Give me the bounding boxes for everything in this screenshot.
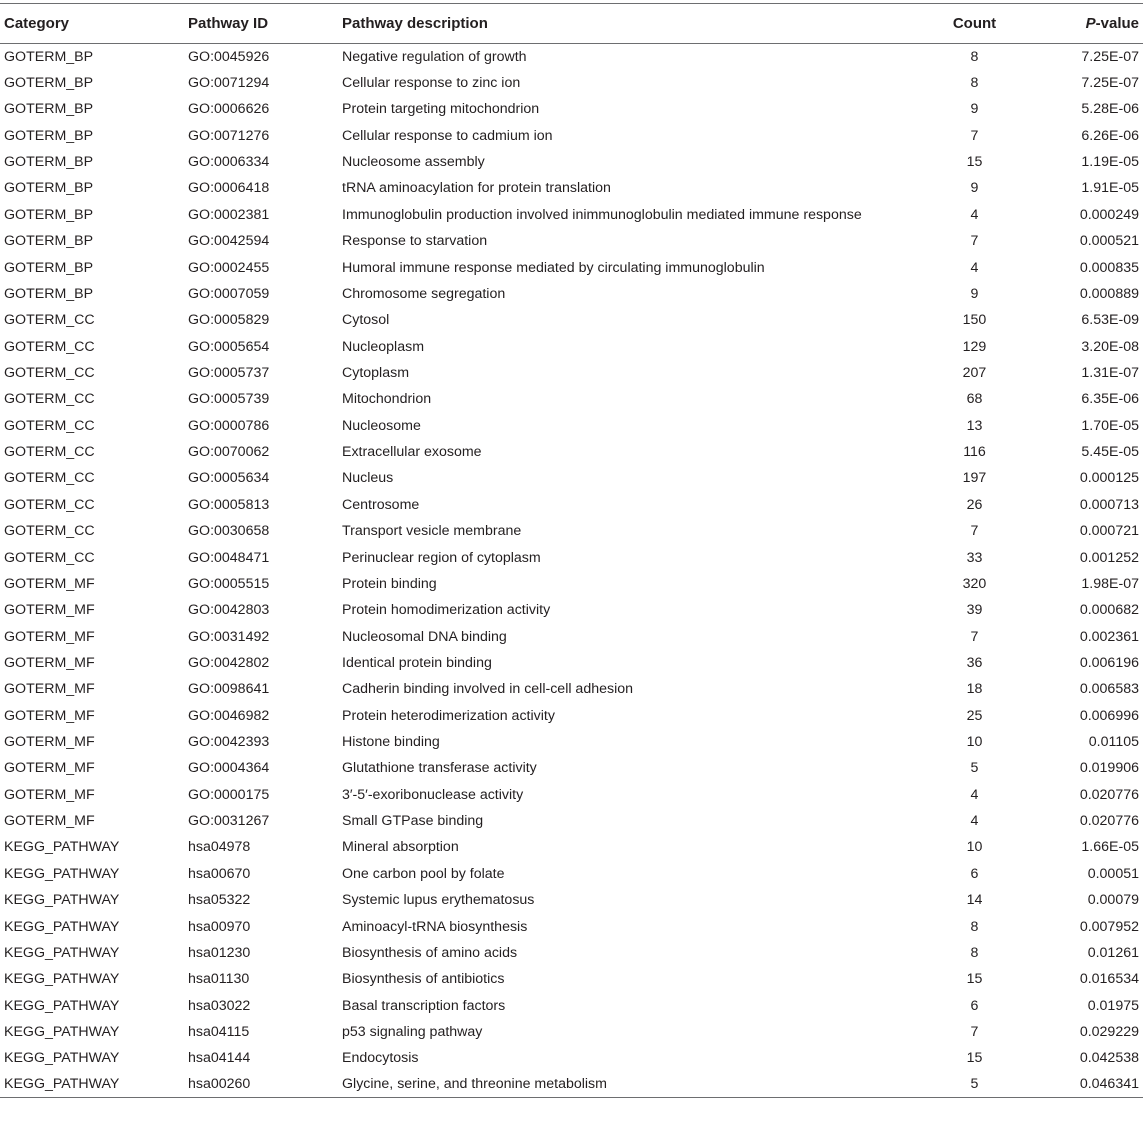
header-pvalue-suffix: -value [1095, 15, 1139, 32]
table-row [0, 940, 1143, 966]
cell-count: 13 [966, 417, 983, 434]
cell-count: 129 [962, 338, 987, 355]
cell-count: 18 [966, 681, 983, 698]
cell-pathway-id: GO:0071276 [188, 127, 270, 144]
table-row [0, 861, 1143, 887]
cell-category: GOTERM_BP [4, 180, 94, 197]
cell-description: Nucleosomal DNA binding [342, 628, 507, 645]
cell-category: GOTERM_BP [4, 154, 94, 171]
cell-count: 8 [970, 48, 979, 65]
cell-description: p53 signaling pathway [342, 1023, 483, 1040]
cell-pathway-id: GO:0005654 [188, 338, 270, 355]
table-row [0, 1072, 1143, 1098]
cell-description: One carbon pool by folate [342, 865, 505, 882]
cell-pathway-id: hsa04978 [188, 839, 251, 856]
cell-count: 6 [970, 997, 979, 1014]
cell-description: Mitochondrion [342, 391, 432, 408]
cell-pvalue: 7.25E-07 [1081, 75, 1139, 92]
header-category: Category [0, 4, 188, 44]
cell-category: GOTERM_CC [4, 444, 95, 461]
cell-count: 15 [966, 154, 983, 171]
cell-description: 3′-5′-exoribonuclease activity [342, 786, 524, 803]
cell-description: Mineral absorption [342, 839, 459, 856]
cell-pathway-id: hsa04144 [188, 1050, 251, 1067]
cell-pvalue: 0.01261 [1087, 944, 1139, 961]
cell-pathway-id: GO:0000786 [188, 417, 270, 434]
cell-category: GOTERM_CC [4, 312, 95, 329]
cell-count: 15 [966, 971, 983, 988]
cell-pathway-id: GO:0046982 [188, 707, 270, 724]
cell-count: 15 [966, 1050, 983, 1067]
cell-pathway-id: GO:0031267 [188, 813, 270, 830]
table-row [0, 676, 1143, 702]
cell-category: GOTERM_CC [4, 523, 95, 540]
cell-category: KEGG_PATHWAY [4, 997, 120, 1014]
cell-count: 10 [966, 839, 983, 856]
cell-pathway-id: hsa00970 [188, 918, 251, 935]
cell-pathway-id: hsa03022 [188, 997, 251, 1014]
cell-description: Identical protein binding [342, 654, 492, 671]
cell-description: Nucleosome [342, 417, 421, 434]
cell-count: 197 [962, 470, 987, 487]
cell-pathway-id: GO:0005829 [188, 312, 270, 329]
cell-description: Transport vesicle membrane [342, 523, 522, 540]
table-row [0, 228, 1143, 254]
cell-category: KEGG_PATHWAY [4, 944, 120, 961]
cell-pathway-id: GO:0007059 [188, 285, 270, 302]
cell-description: Basal transcription factors [342, 997, 506, 1014]
cell-pathway-id: GO:0005813 [188, 496, 270, 513]
table-row [0, 360, 1143, 386]
cell-description: Glutathione transferase activity [342, 760, 537, 777]
cell-count: 7 [970, 628, 979, 645]
cell-description: Histone binding [342, 734, 440, 751]
cell-pvalue: 0.002361 [1079, 628, 1139, 645]
cell-category: KEGG_PATHWAY [4, 865, 120, 882]
cell-pathway-id: GO:0005634 [188, 470, 270, 487]
cell-pathway-id: GO:0006418 [188, 180, 270, 197]
cell-pvalue: 6.26E-06 [1081, 127, 1139, 144]
cell-count: 8 [970, 944, 979, 961]
cell-description: Glycine, serine, and threonine metabolism [342, 1072, 907, 1098]
cell-pathway-id: GO:0042594 [188, 233, 270, 250]
table-row [0, 597, 1143, 623]
cell-count: 7 [970, 233, 979, 250]
cell-category: GOTERM_MF [4, 681, 95, 698]
cell-pathway-id: GO:0042802 [188, 654, 270, 671]
cell-category: GOTERM_MF [4, 628, 95, 645]
table-row [0, 44, 1143, 70]
cell-category: KEGG_PATHWAY [0, 1072, 188, 1098]
cell-description: Cadherin binding involved in cell-cell adhesion [342, 681, 634, 698]
cell-description: Extracellular exosome [342, 444, 482, 461]
cell-category: KEGG_PATHWAY [4, 971, 120, 988]
table-row [0, 254, 1143, 280]
cell-category: GOTERM_BP [4, 285, 94, 302]
cell-description: Negative regulation of growth [342, 48, 527, 65]
cell-pvalue: 0.000835 [1079, 259, 1139, 276]
cell-category: GOTERM_CC [4, 364, 95, 381]
cell-count: 320 [962, 575, 987, 592]
cell-count: 207 [962, 364, 987, 381]
cell-pvalue: 0.01975 [1087, 997, 1139, 1014]
cell-description: Aminoacyl-tRNA biosynthesis [342, 918, 528, 935]
cell-description: Systemic lupus erythematosus [342, 892, 535, 909]
cell-description: Cytosol [342, 312, 390, 329]
cell-category: KEGG_PATHWAY [4, 1023, 120, 1040]
cell-pathway-id: GO:0030658 [188, 523, 270, 540]
cell-category: GOTERM_BP [4, 206, 94, 223]
table-row [0, 623, 1143, 649]
cell-pvalue: 0.046341 [1042, 1072, 1143, 1098]
table-row [0, 518, 1143, 544]
cell-category: GOTERM_CC [4, 417, 95, 434]
table-row [0, 808, 1143, 834]
table-row [0, 1045, 1143, 1071]
table-row [0, 834, 1143, 860]
cell-pathway-id: GO:0048471 [188, 549, 270, 566]
cell-category: GOTERM_BP [4, 75, 94, 92]
header-row [0, 4, 1143, 44]
cell-count: 9 [970, 285, 979, 302]
header-description: Pathway description [342, 4, 907, 44]
cell-pvalue: 6.35E-06 [1081, 391, 1139, 408]
cell-pathway-id: GO:0042803 [188, 602, 270, 619]
cell-count: 4 [970, 786, 979, 803]
cell-pvalue: 0.000713 [1079, 496, 1139, 513]
cell-count: 39 [966, 602, 983, 619]
pathway-enrichment-table [0, 3, 1143, 1098]
cell-pvalue: 0.001252 [1079, 549, 1139, 566]
cell-pathway-id: GO:0005739 [188, 391, 270, 408]
cell-pvalue: 0.007952 [1079, 918, 1139, 935]
cell-category: GOTERM_CC [4, 496, 95, 513]
cell-category: GOTERM_MF [4, 654, 95, 671]
cell-description: Centrosome [342, 496, 420, 513]
cell-count: 8 [970, 75, 979, 92]
cell-pathway-id: GO:0070062 [188, 444, 270, 461]
cell-count: 5 [970, 760, 979, 777]
cell-description: Humoral immune response mediated by circulating immunoglobulin [342, 259, 765, 276]
table-row [0, 413, 1143, 439]
cell-pathway-id: GO:0006626 [188, 101, 270, 118]
cell-description: Response to starvation [342, 233, 488, 250]
cell-description: Perinuclear region of cytoplasm [342, 549, 541, 566]
header-pvalue [1042, 4, 1143, 44]
cell-pvalue: 7.25E-07 [1081, 48, 1139, 65]
cell-pathway-id: GO:0002381 [188, 206, 270, 223]
table-row [0, 992, 1143, 1018]
cell-pathway-id: hsa01130 [188, 971, 250, 988]
cell-category: KEGG_PATHWAY [4, 839, 120, 856]
cell-description: Protein homodimerization activity [342, 602, 551, 619]
table-row [0, 465, 1143, 491]
cell-category: GOTERM_BP [4, 233, 94, 250]
cell-description: Protein binding [342, 575, 437, 592]
cell-count: 4 [970, 206, 979, 223]
table-row [0, 386, 1143, 412]
cell-pvalue: 3.20E-08 [1081, 338, 1139, 355]
cell-description: Nucleoplasm [342, 338, 425, 355]
cell-count: 5 [907, 1072, 1042, 1098]
cell-count: 8 [970, 918, 979, 935]
cell-pvalue: 0.020776 [1079, 813, 1139, 830]
table-row [0, 96, 1143, 122]
header-pathway-id: Pathway ID [188, 4, 342, 44]
table-row [0, 782, 1143, 808]
cell-pvalue: 1.70E-05 [1081, 417, 1139, 434]
cell-pvalue: 0.000521 [1079, 233, 1139, 250]
cell-count: 68 [966, 391, 983, 408]
cell-pvalue: 5.45E-05 [1081, 444, 1139, 461]
cell-pathway-id: hsa00670 [188, 865, 251, 882]
cell-pvalue: 0.000125 [1079, 470, 1139, 487]
cell-pvalue: 0.020776 [1079, 786, 1139, 803]
table-row [0, 492, 1143, 518]
cell-description: tRNA aminoacylation for protein translation [342, 180, 611, 197]
cell-pathway-id: hsa00260 [188, 1072, 342, 1098]
cell-pvalue: 0.016534 [1079, 971, 1139, 988]
cell-pvalue: 0.000721 [1079, 523, 1139, 540]
cell-pvalue: 0.006196 [1079, 654, 1139, 671]
cell-pathway-id: GO:0000175 [188, 786, 270, 803]
cell-count: 25 [966, 707, 983, 724]
cell-pvalue: 0.00079 [1087, 892, 1139, 909]
table-row [0, 571, 1143, 597]
cell-description: Cytoplasm [342, 364, 410, 381]
table-row [0, 123, 1143, 149]
cell-pathway-id: hsa04115 [188, 1023, 250, 1040]
table-row [0, 729, 1143, 755]
cell-count: 10 [966, 734, 983, 751]
cell-category: GOTERM_MF [4, 760, 95, 777]
cell-description: Immunoglobulin production involved inimmunoglobulin mediated immune response [342, 206, 862, 223]
cell-description: Cellular response to cadmium ion [342, 127, 553, 144]
cell-category: GOTERM_CC [4, 338, 95, 355]
cell-category: GOTERM_CC [4, 391, 95, 408]
table-row [0, 913, 1143, 939]
cell-count: 9 [970, 101, 979, 118]
table-row [0, 175, 1143, 201]
cell-pvalue: 0.000249 [1079, 206, 1139, 223]
cell-count: 7 [970, 523, 979, 540]
table-header [0, 4, 1143, 44]
cell-pvalue: 0.000682 [1079, 602, 1139, 619]
cell-pvalue: 1.91E-05 [1081, 180, 1139, 197]
cell-category: KEGG_PATHWAY [4, 892, 120, 909]
enrichment-table-container [0, 3, 1143, 1098]
cell-count: 9 [970, 180, 979, 197]
cell-pathway-id: GO:0006334 [188, 154, 270, 171]
cell-pvalue: 0.029229 [1079, 1023, 1139, 1040]
cell-pvalue: 0.042538 [1079, 1050, 1139, 1067]
cell-description: Endocytosis [342, 1050, 419, 1067]
cell-category: GOTERM_MF [4, 575, 95, 592]
cell-pvalue: 1.31E-07 [1081, 364, 1139, 381]
cell-category: GOTERM_BP [4, 259, 94, 276]
cell-description: Protein targeting mitochondrion [342, 101, 540, 118]
table-row [0, 650, 1143, 676]
table-row [0, 544, 1143, 570]
cell-count: 6 [970, 865, 979, 882]
cell-pvalue: 5.28E-06 [1081, 101, 1139, 118]
cell-count: 116 [963, 444, 986, 461]
cell-category: GOTERM_BP [4, 127, 94, 144]
cell-count: 26 [966, 496, 983, 513]
cell-count: 36 [966, 654, 983, 671]
cell-description: Cellular response to zinc ion [342, 75, 521, 92]
table-row [0, 966, 1143, 992]
cell-pvalue: 0.01105 [1088, 734, 1139, 751]
cell-count: 4 [970, 259, 979, 276]
cell-pvalue: 0.006996 [1079, 707, 1139, 724]
header-count: Count [907, 4, 1042, 44]
cell-pathway-id: GO:0004364 [188, 760, 270, 777]
cell-category: GOTERM_MF [4, 602, 95, 619]
cell-description: Nucleosome assembly [342, 154, 485, 171]
cell-description: Nucleus [342, 470, 394, 487]
cell-pvalue: 0.000889 [1079, 285, 1139, 302]
cell-pvalue: 6.53E-09 [1081, 312, 1139, 329]
header-pvalue-p: P [1085, 15, 1096, 32]
cell-count: 14 [966, 892, 983, 909]
cell-category: KEGG_PATHWAY [4, 1050, 120, 1067]
cell-count: 7 [970, 127, 979, 144]
table-row [0, 887, 1143, 913]
cell-count: 7 [970, 1023, 979, 1040]
cell-category: GOTERM_MF [4, 734, 95, 751]
table-row [0, 202, 1143, 228]
cell-pathway-id: GO:0042393 [188, 734, 270, 751]
cell-pvalue: 0.006583 [1079, 681, 1139, 698]
cell-pvalue: 0.00051 [1087, 865, 1139, 882]
table-row [0, 281, 1143, 307]
cell-pvalue: 0.019906 [1079, 760, 1139, 777]
cell-pathway-id: GO:0098641 [188, 681, 270, 698]
cell-category: GOTERM_BP [4, 48, 94, 65]
cell-count: 150 [962, 312, 987, 329]
table-row [0, 333, 1143, 359]
cell-category: GOTERM_CC [4, 470, 95, 487]
cell-pathway-id: GO:0071294 [188, 75, 270, 92]
cell-description: Biosynthesis of amino acids [342, 944, 518, 961]
cell-description: Biosynthesis of antibiotics [342, 971, 505, 988]
cell-category: GOTERM_CC [4, 549, 95, 566]
cell-category: GOTERM_MF [4, 707, 95, 724]
cell-category: GOTERM_MF [4, 786, 95, 803]
cell-pathway-id: GO:0005737 [188, 364, 270, 381]
table-row [0, 307, 1143, 333]
table-body [0, 44, 1143, 1098]
table-row [0, 755, 1143, 781]
cell-description: Small GTPase binding [342, 813, 484, 830]
cell-description: Chromosome segregation [342, 285, 506, 302]
table-row [0, 439, 1143, 465]
cell-category: GOTERM_BP [4, 101, 94, 118]
table-row [0, 149, 1143, 175]
cell-pvalue: 1.66E-05 [1081, 839, 1139, 856]
cell-pvalue: 1.98E-07 [1081, 575, 1139, 592]
cell-pathway-id: GO:0002455 [188, 259, 270, 276]
cell-count: 33 [966, 549, 983, 566]
table-row [0, 70, 1143, 96]
cell-pvalue: 1.19E-05 [1081, 154, 1139, 171]
cell-pathway-id: GO:0031492 [188, 628, 270, 645]
cell-category: KEGG_PATHWAY [4, 918, 120, 935]
table-row [0, 702, 1143, 728]
table-row [0, 1019, 1143, 1045]
cell-pathway-id: GO:0045926 [188, 48, 270, 65]
cell-pathway-id: GO:0005515 [188, 575, 270, 592]
cell-description: Protein heterodimerization activity [342, 707, 555, 724]
cell-pathway-id: hsa01230 [188, 944, 251, 961]
cell-pathway-id: hsa05322 [188, 892, 251, 909]
cell-category: GOTERM_MF [4, 813, 95, 830]
cell-count: 4 [970, 813, 979, 830]
